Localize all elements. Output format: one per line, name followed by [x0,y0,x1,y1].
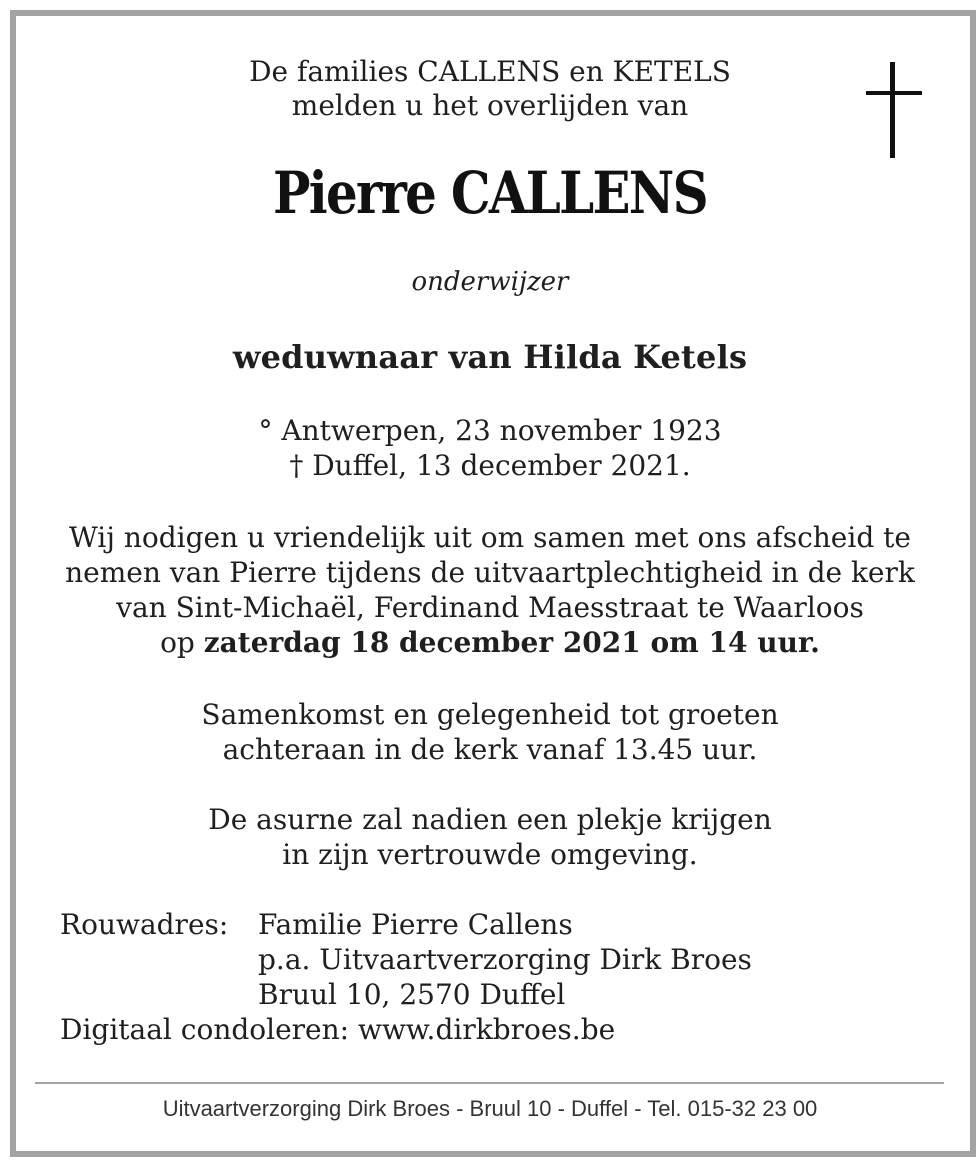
intro-line-2: melden u het overlijden van [291,89,689,122]
gathering-line-1: Samenkomst en gelegenheid tot groeten [201,698,779,731]
deceased-name: Pierre CALLENS [273,159,707,227]
funeral-datetime: zaterdag 18 december 2021 om 14 uur. [203,626,820,659]
dates-block [0,413,980,483]
footer-contact: Uitvaartverzorging Dirk Broes - Bruul 10 - Duffel - Tel. 015-32 23 00 [162,1096,818,1121]
address-line-3: Bruul 10, 2570 Duffel [258,978,566,1011]
invitation-line-1: Wij nodigen u vriendelijk uit om samen met ons afscheid te [69,521,911,554]
gathering-block [0,697,980,767]
address-line-1: Familie Pierre Callens [258,908,573,941]
intro-text [0,55,980,123]
footer-divider [35,1082,944,1084]
address-line-2: p.a. Uitvaartverzorging Dirk Broes [258,943,752,976]
digital-condolence: Digitaal condoleren: www.dirkbroes.be [60,1013,616,1046]
address-label: Rouwadres: [60,908,229,941]
intro-line-1: De families CALLENS en KETELS [249,55,731,88]
birth-date: ° Antwerpen, 23 november 1923 [258,414,722,447]
urn-block [0,802,980,872]
gathering-line-2: achteraan in de kerk vanaf 13.45 uur. [222,733,758,766]
profession: onderwijzer [411,267,569,297]
invitation-line-2: nemen van Pierre tijdens de uitvaartplechtigheid in de kerk [65,556,915,589]
invitation-line-4 [0,625,980,660]
invitation-line-3: van Sint-Michaël, Ferdinand Maesstraat te Waarloos [116,591,864,624]
death-date: † Duffel, 13 december 2021. [289,449,691,482]
urn-line-2: in zijn vertrouwde omgeving. [282,838,698,871]
invitation-block [0,520,980,660]
invitation-prefix: op [160,626,204,659]
mourning-address [60,907,752,1012]
urn-line-1: De asurne zal nadien een plekje krijgen [208,803,772,836]
spouse-line: weduwnaar van Hilda Ketels [232,338,748,376]
